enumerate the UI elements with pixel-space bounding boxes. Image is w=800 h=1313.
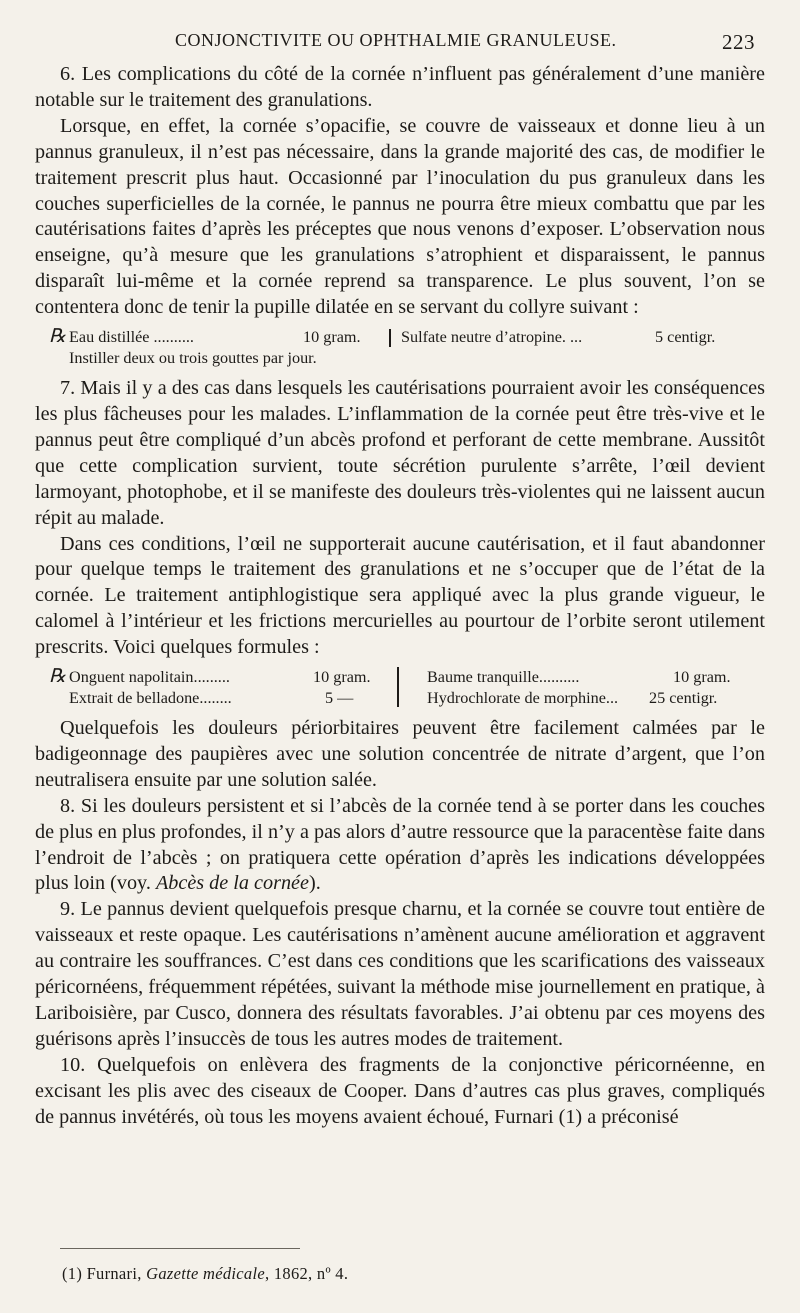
paragraph-7: 7. Mais il y a des cas dans lesquels les cautérisations pourraient avoir les conséquences les plus fâcheuses pour les malades. L’inflammation de la cornée peut être très-vive et le pannus peut être compliqué d’un abcès profond et perforant de cette membrane. Aussitôt que cette complication survient, toute sécrétion purulente s’arrête, l’œil devient larmoyant, photophobe, et il se manifeste des douleurs très-violentes qui ne laissent aucun répit au malade. (35, 377, 765, 529)
footnote (62, 1264, 348, 1284)
ingredient-quantity: 5 — (325, 689, 354, 708)
paragraph-periorbital: Quelquefois les douleurs périorbitaires peuvent être facilement calmées par le badigeonnage des paupières avec une solution concentrée de nitrate d’argent, que l’on neutralisera ensuite par une solution salée. (35, 717, 765, 791)
paragraph-9: 9. Le pannus devient quelquefois presque charnu, et la cornée se couvre tout entière de vaisseaux et reste opaque. Les cautérisations n’amènent aucune amélioration et aggravent au contraire les souffrances. C’est dans ces conditions que les scarifications des vaisseaux péricornéens, fréquemment répétées, suivant la méthode mise journellement en pratique, à Lariboisière, par Cusco, donnera des résultats favorables. J’ai obtenu par ces moyens des guérisons après l’insuccès de tous les autres modes de traitement. (35, 898, 765, 1050)
ingredient-name: Sulfate neutre d’atropine. ... (401, 328, 583, 347)
paragraph-pannus: Lorsque, en effet, la cornée s’opacifie, se couvre de vaisseaux et donne lieu à un pannus granuleux, il n’est pas nécessaire, dans la grande majorité des cas, de modifier le traitement prescrit plus haut. Occasionné par l’inoculation du pus granuleux dans les couches superficielles de la cornée, le pannus ne pourra être mieux combattu que par les cautérisations faites d’après les préceptes que nous venons d’exposer. L’observation nous enseigne, qu’à mesure que les granulations s’atrophient et disparaissent, le pannus disparaît lui-même et la cornée reprend sa transparence. Le plus souvent, l’on se contentera donc de tenir la pupille dilatée en se servant du collyre suivant : (35, 114, 765, 319)
ingredient-name: Baume tranquille.......... (427, 668, 580, 687)
cross-reference: Abcès de la cornée (155, 872, 309, 895)
running-header (55, 30, 755, 56)
ingredient-name: Onguent napolitain......... (69, 668, 230, 687)
paragraph-8 (35, 794, 765, 898)
ingredient-name: Extrait de belladone........ (69, 689, 232, 708)
ingredient-name: Hydrochlorate de morphine... (427, 689, 619, 708)
prescription-row (35, 667, 765, 688)
running-title: CONJONCTIVITE OU OPHTHALMIE GRANULEUSE. (175, 30, 617, 50)
footnote-journal: Gazette médicale (146, 1264, 265, 1283)
column-divider (397, 667, 399, 707)
prescription-instruction: Instiller deux ou trois gouttes par jour. (69, 349, 317, 368)
column-divider (389, 329, 391, 347)
footnote-marker: (1) Furnari, (62, 1264, 142, 1283)
prescription-row (35, 688, 765, 709)
prescription-instruction-row (35, 348, 765, 369)
footnote-citation: , 1862, nº 4. (265, 1264, 349, 1283)
recipe-symbol: ℞ (49, 666, 67, 688)
ingredient-quantity: 10 gram. (313, 668, 371, 687)
recipe-symbol: ℞ (49, 326, 67, 348)
paragraph-conditions: Dans ces conditions, l’œil ne supporterait aucune cautérisation, et il faut abandonner pour quelque temps le traitement des granulations et ne s’occuper que de l’état de la cornée. Le traitement antiphlogistique sera appliqué avec la plus grande vigueur, le calomel à l’intérieur et les frictions mercurielles au pourtour de l’orbite seront utilement prescrits. Voici quelques formules : (35, 532, 765, 659)
paragraph-6: 6. Les complications du côté de la cornée n’influent pas généralement d’une manière notable sur le traitement des granulations. (35, 63, 765, 111)
page-body (35, 62, 765, 1131)
ingredient-quantity: 10 gram. (673, 668, 731, 687)
prescription-row (35, 327, 765, 348)
paragraph-8-end: ). (308, 872, 321, 895)
prescription-formulas (35, 667, 765, 709)
footnote-rule (60, 1248, 300, 1249)
ingredient-quantity: 5 centigr. (655, 328, 716, 347)
prescription-collyre (35, 327, 765, 369)
page-number: 223 (722, 30, 755, 54)
ingredient-name: Eau distillée .......... (69, 328, 194, 347)
ingredient-quantity: 10 gram. (303, 328, 361, 347)
ingredient-quantity: 25 centigr. (649, 689, 718, 708)
paragraph-8-text: 8. Si les douleurs persistent et si l’abcès de la cornée tend à se porter dans les couches de plus en plus profondes, il n’y a pas alors d’autre ressource que la paracentèse faite dans l’endroit de l’abcès ; on pratiquera cette opération d’après les indications développées plus loin (voy. (35, 794, 765, 895)
paragraph-10: 10. Quelquefois on enlèvera des fragments de la conjonctive péricornéenne, en excisant les plis avec des ciseaux de Cooper. Dans d’autres cas plus graves, compliqués de pannus invétérés, où tous les moyens avaient échoué, Furnari (1) a préconisé (35, 1053, 765, 1128)
